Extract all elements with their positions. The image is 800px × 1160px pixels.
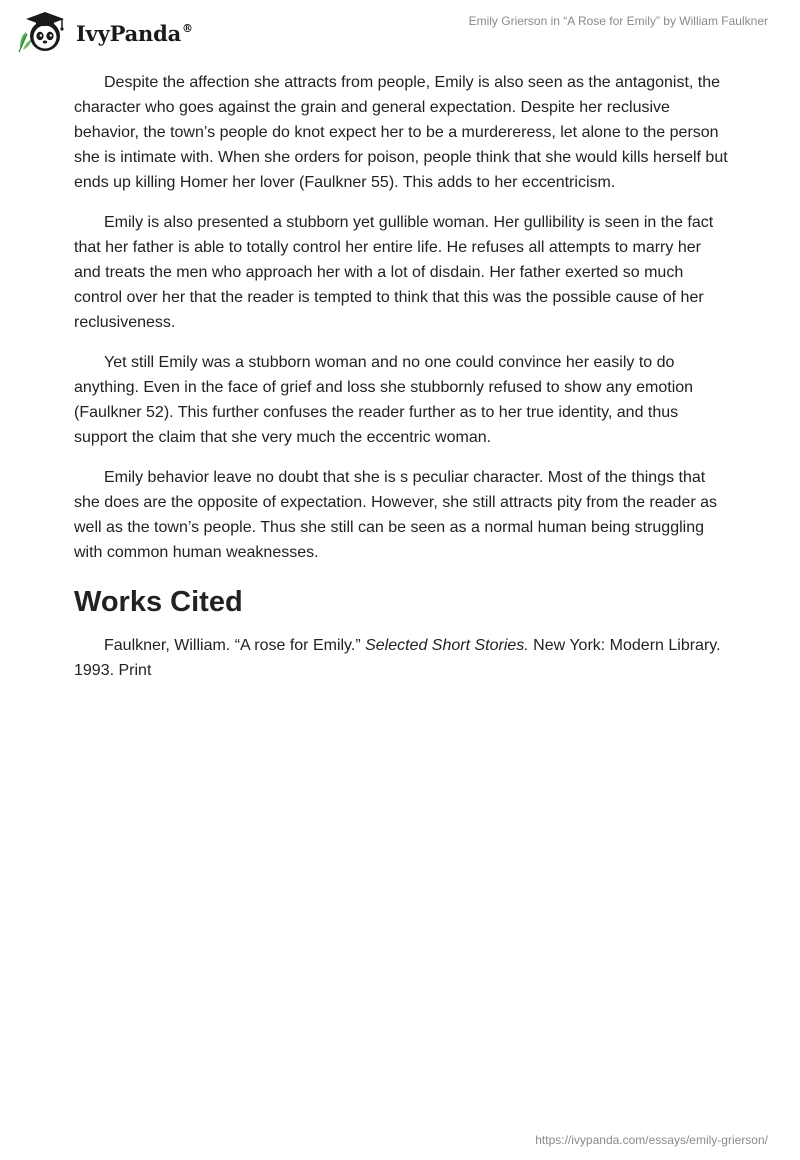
registered-mark: ®: [182, 21, 193, 35]
brand-name: IvyPanda®: [76, 20, 193, 46]
citation-publication: New York: Modern Library. 1993. Print: [74, 637, 721, 679]
body-paragraph: Emily behavior leave no doubt that she is s peculiar character. Most of the things that she does are the opposite of expectation. However, she still attracts pity from the reader as well as the town’s people. Thus she still can be seen as a normal human being struggling with common human weaknesses.: [74, 469, 718, 561]
citation-entry: [74, 633, 729, 683]
ivypanda-logo[interactable]: [14, 8, 193, 54]
running-title: Emily Grierson in “A Rose for Emily” by William Faulkner: [468, 14, 768, 28]
panda-graduation-cap-icon: [14, 8, 72, 54]
body-paragraph: Emily is also presented a stubborn yet gullible woman. Her gullibility is seen in the fact that her father is able to totally control her entire life. He refuses all attempts to marry her and treats the men who approach her with a lot of disdain. Her father exerted so much control over her that the reader is tempted to think that this was the possible cause of her reclusiveness.: [74, 214, 714, 331]
page-header: [0, 0, 800, 60]
body-paragraph: Despite the affection she attracts from people, Emily is also seen as the antagonist, the character who goes against the grain and general expectation. Despite her reclusive behavior, the town’s people do knot expect her to be a murdereress, let alone to the person she is intimate with. When she orders for poison, people think that she would kills herself but ends up killing Homer her lover (Faulkner 55). This adds to her eccentricism.: [74, 74, 728, 191]
citation-author-title: Faulkner, William. “A rose for Emily.”: [104, 637, 366, 654]
body-paragraph: Yet still Emily was a stubborn woman and no one could convince her easily to do anything. Even in the face of grief and loss she stubbornly refused to show any emotion (Faulkner 52). This further confuses the reader further as to her true identity, and thus support the claim that she very much the eccentric woman.: [74, 354, 694, 446]
citation-book-title: Selected Short Stories.: [365, 637, 529, 654]
source-url[interactable]: https://ivypanda.com/essays/emily-grierson/: [535, 1133, 768, 1147]
essay-content: [74, 70, 729, 683]
works-cited-heading: Works Cited: [74, 586, 243, 618]
